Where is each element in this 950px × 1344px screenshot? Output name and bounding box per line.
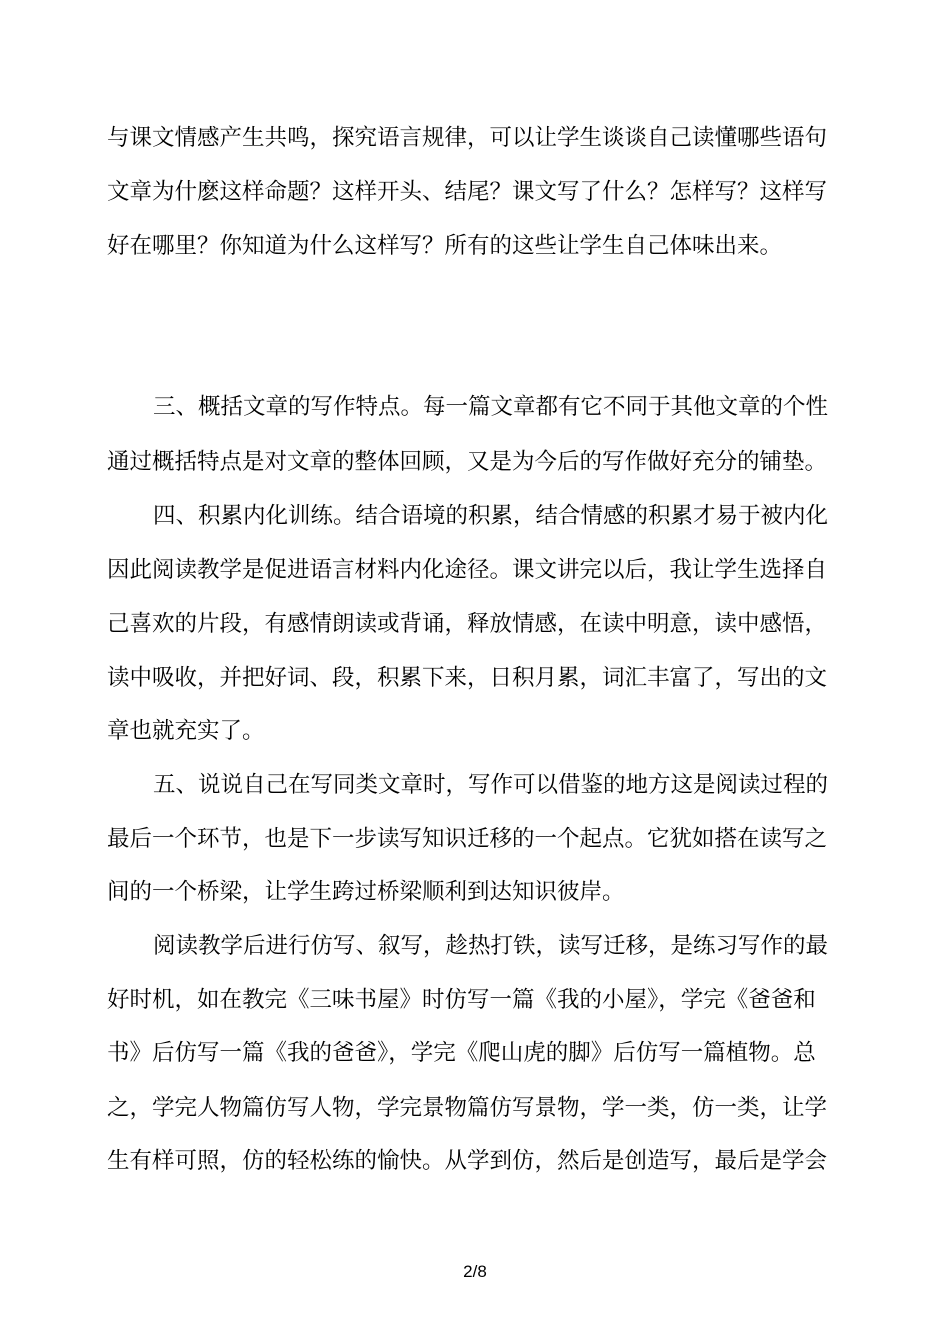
text-line-6: 四、积累内化训练。结合语境的积累，结合情感的积累才易于被内化 <box>153 503 829 529</box>
text-line-16: 书》后仿写一篇《我的爸爸》，学完《爬山虎的脚》后仿写一篇植物。总 <box>107 1040 816 1066</box>
text-line-10: 章也就充实了。 <box>107 718 265 744</box>
text-line-9: 读中吸收，并把好词、段，积累下来，日积月累，词汇丰富了，写出的文 <box>107 665 828 691</box>
text-line-1: 与课文情感产生共鸣，探究语言规律，可以让学生谈谈自己读懂哪些语句 <box>107 125 828 151</box>
text-line-13: 间的一个桥梁，让学生跨过桥梁顺利到达知识彼岸。 <box>107 879 625 905</box>
text-line-8: 己喜欢的片段，有感情朗读或背诵，释放情感，在读中明意，读中感悟， <box>107 611 828 637</box>
text-line-14: 阅读教学后进行仿写、叙写，趁热打铁，读写迁移，是练习写作的最 <box>153 933 829 959</box>
text-line-2: 文章为什麽这样命题？这样开头、结尾？课文写了什么？怎样写？这样写 <box>107 179 828 205</box>
text-line-18: 生有样可照，仿的轻松练的愉快。从学到仿，然后是创造写，最后是学会 <box>107 1148 828 1174</box>
text-line-7: 因此阅读教学是促进语言材料内化途径。课文讲完以后，我让学生选择自 <box>107 557 828 583</box>
page-number: 2/8 <box>463 1262 487 1281</box>
text-line-11: 五、说说自己在写同类文章时，写作可以借鉴的地方这是阅读过程的 <box>153 772 829 798</box>
text-line-17: 之，学完人物篇仿写人物，学完景物篇仿写景物，学一类，仿一类，让学 <box>107 1095 828 1121</box>
text-line-5: 通过概括特点是对文章的整体回顾，又是为今后的写作做好充分的铺垫。 <box>107 449 828 475</box>
text-line-12: 最后一个环节，也是下一步读写知识迁移的一个起点。它犹如搭在读写之 <box>107 826 828 852</box>
text-line-15: 好时机，如在教完《三味书屋》时仿写一篇《我的小屋》，学完《爸爸和 <box>107 987 816 1013</box>
text-line-3: 好在哪里？你知道为什么这样写？所有的这些让学生自己体味出来。 <box>107 233 783 259</box>
text-line-4: 三、概括文章的写作特点。每一篇文章都有它不同于其他文章的个性 <box>153 394 829 420</box>
